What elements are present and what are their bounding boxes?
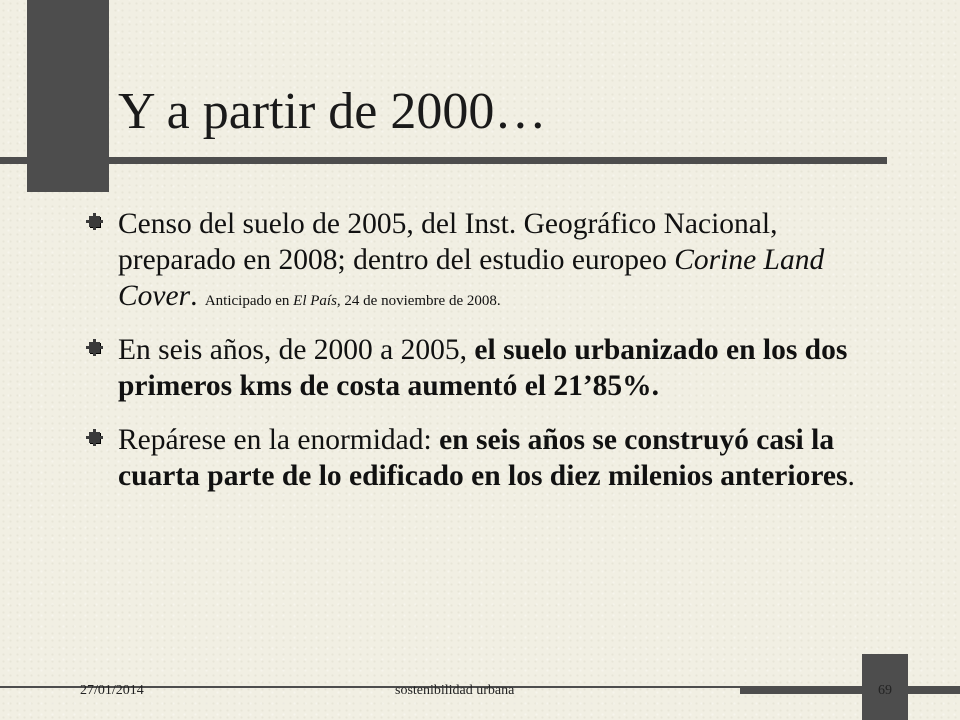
footer-date: 27/01/2014 [80,683,144,698]
bullet-2-text: En seis años, de 2000 a 2005, [118,334,475,366]
page-number: 69 [878,683,892,698]
footer-accent-bar [740,686,960,694]
bullet-item-2 [88,332,888,404]
bullet-1-source-1: Anticipado en [204,293,294,309]
bullet-marker-icon [89,432,100,443]
bullet-2-bold: el suelo urbanizado en los dos primeros kms de costa aumentó el 21’85%. [118,334,848,402]
bullet-marker-icon [89,216,100,227]
bullet-marker-icon [89,342,100,353]
bullet-3-text: Repárese en la enormidad: [118,424,440,456]
bullet-list [88,206,888,494]
slide-title: Y a partir de 2000… [118,83,547,140]
bullet-1-source-newspaper: El País, [293,293,341,309]
title-underline [0,157,887,164]
bullet-1-source-2: 24 de noviembre de 2008. [340,293,501,309]
bullet-3-bold: en seis años se construyó casi la cuarta parte de lo edificado en los diez milenios anteriores [118,424,848,492]
footer-title: sostenibilidad urbana [395,683,515,698]
bullet-3-text-2: . [847,460,855,492]
bullet-1-italic: Corine Land Cover [118,244,825,312]
bullet-1-text: Censo del suelo de 2005, del Inst. Geográfico Nacional, preparado en 2008; dentro del estudio europeo [118,208,778,276]
bullet-item-1 [88,206,888,314]
bullet-item-3 [88,422,888,494]
bullet-1-text-2: . [190,280,205,312]
